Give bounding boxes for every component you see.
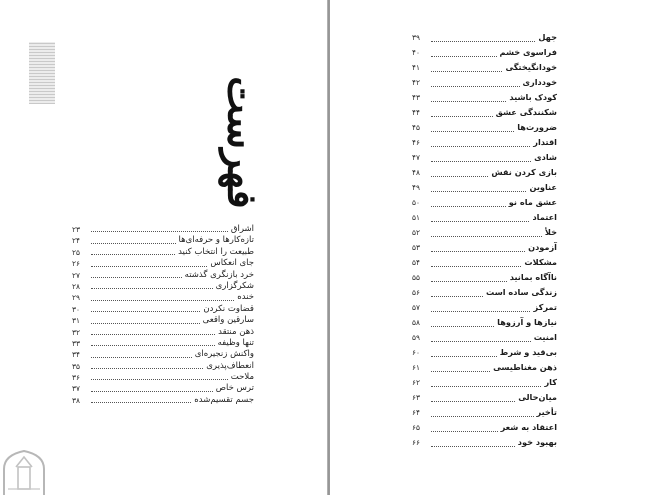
toc-entry	[412, 135, 557, 150]
toc-entry-page: ۲۴	[72, 236, 80, 246]
toc-entry-title: شکرگزاری	[215, 280, 254, 291]
toc-entry-title: بازی کردن نقش	[491, 167, 557, 177]
toc-entry-title: میان‌حالی	[518, 392, 557, 402]
toc-entry-page: ۴۲	[412, 78, 420, 87]
dot-leader	[91, 345, 215, 346]
toc-entry-page: ۶۳	[412, 393, 420, 402]
toc-entry-title: اعتقاد به شعر	[500, 422, 557, 432]
toc-entry-page: ۵۴	[412, 258, 420, 267]
toc-entry-page: ۶۲	[412, 378, 420, 387]
toc-entry	[72, 315, 254, 326]
toc-entry-title: بهبود خود	[517, 437, 557, 447]
toc-entry-page: ۲۶	[72, 259, 80, 269]
toc-entry	[412, 345, 557, 360]
toc-entry-title: عشق ماه نو	[508, 197, 557, 207]
toc-entry	[72, 338, 254, 349]
dot-leader	[431, 146, 530, 147]
dot-leader	[431, 341, 531, 342]
toc-entry-page: ۳۸	[72, 395, 80, 405]
toc-entry	[412, 105, 557, 120]
toc-entry-title: واکنش زنجیره‌ای	[194, 349, 254, 360]
toc-entry-title: طبیعت را انتخاب کنید	[178, 246, 254, 257]
toc-entry-page: ۵۶	[412, 288, 420, 297]
toc-entry-title: بی‌قید و شرط	[499, 347, 557, 357]
toc-entry-page: ۵۹	[412, 333, 420, 342]
toc-entry-page: ۳۴	[72, 350, 80, 360]
toc-entry-page: ۳۳	[72, 338, 80, 348]
toc-entry	[72, 327, 254, 338]
dot-leader	[431, 191, 526, 192]
toc-entry	[412, 45, 557, 60]
toc-entry-title: شادی	[534, 152, 557, 162]
toc-entry	[412, 180, 557, 195]
toc-entry-page: ۳۵	[72, 361, 80, 371]
toc-entry-page: ۴۹	[412, 183, 420, 192]
dot-leader	[431, 296, 483, 297]
toc-entry-title: کودک باشید	[509, 92, 557, 102]
toc-entry-title: فراسوی خشم	[499, 47, 557, 57]
toc-entry-title: انعطاف‌پذیری	[206, 360, 254, 371]
dot-leader	[431, 71, 502, 72]
toc-entry-title: قضاوت نکردن	[203, 303, 254, 314]
toc-entry-title: ضرورت‌ها	[517, 122, 557, 132]
toc-entry-title: اعتماد	[532, 212, 557, 222]
toc-entry-title: ملاحت	[230, 372, 254, 383]
dot-leader	[91, 391, 213, 392]
toc-entry	[412, 30, 557, 45]
toc-entry-page: ۶۵	[412, 423, 420, 432]
toc-entry-page: ۶۶	[412, 438, 420, 447]
dot-leader	[431, 116, 493, 117]
toc-entry	[412, 330, 557, 345]
toc-entry	[412, 240, 557, 255]
dot-leader	[431, 356, 497, 357]
toc-entry-page: ۵۳	[412, 243, 420, 252]
dot-leader	[91, 300, 234, 301]
toc-entry-page: ۶۴	[412, 408, 420, 417]
toc-entry-title: ناآگاه بمانید	[509, 272, 557, 282]
toc-entry-page: ۳۹	[412, 33, 420, 42]
toc-entry	[72, 270, 254, 281]
toc-entry-title: ذهن مغناطیسی	[493, 362, 557, 372]
toc-entry-page: ۴۶	[412, 138, 420, 147]
toc-entry-title: سارقین واقعی	[202, 315, 254, 326]
dot-leader	[431, 86, 520, 87]
dot-leader	[431, 371, 490, 372]
toc-entry	[412, 360, 557, 375]
dot-leader	[431, 236, 542, 237]
dot-leader	[431, 446, 515, 447]
dot-leader	[91, 243, 176, 244]
toc-entry	[412, 420, 557, 435]
dot-leader	[431, 266, 521, 267]
toc-entry	[412, 225, 557, 240]
toc-heading	[218, 74, 266, 210]
toc-entry-title: اشراق	[230, 223, 254, 234]
toc-heading-text: فهرست	[218, 75, 266, 209]
toc-entry-title: جای انعکاس	[210, 258, 254, 269]
toc-entry	[72, 372, 254, 383]
toc-entry-title: نیازها و آرزوها	[497, 317, 557, 327]
toc-entry-title: تمرکز	[533, 302, 557, 312]
toc-entry-page: ۴۵	[412, 123, 420, 132]
dot-leader	[431, 281, 507, 282]
toc-entry-page: ۵۸	[412, 318, 420, 327]
dot-leader	[431, 311, 530, 312]
dot-leader	[431, 41, 535, 42]
toc-entry	[412, 75, 557, 90]
toc-entry-page: ۵۱	[412, 213, 420, 222]
toc-entry-title: تازه‌کارها و حرفه‌ای‌ها	[178, 235, 254, 246]
toc-entry	[72, 235, 254, 246]
toc-entry	[412, 390, 557, 405]
toc-entry-page: ۵۵	[412, 273, 420, 282]
toc-entry-title: خودانگیختگی	[505, 62, 557, 72]
toc-entry-title: جهل	[538, 32, 557, 42]
toc-entry	[412, 195, 557, 210]
toc-entry-page: ۶۰	[412, 348, 420, 357]
scan-artifact-strip	[29, 42, 55, 104]
toc-entry	[412, 375, 557, 390]
toc-entry	[412, 315, 557, 330]
toc-entry-page: ۲۷	[72, 270, 80, 280]
dot-leader	[431, 416, 534, 417]
toc-entry-page: ۴۸	[412, 168, 420, 177]
toc-entry-title: خلأ	[544, 227, 557, 237]
toc-entry	[412, 210, 557, 225]
toc-entry-page: ۳۱	[72, 316, 80, 326]
dot-leader	[91, 379, 228, 380]
dot-leader	[431, 431, 498, 432]
toc-entry-title: زندگی ساده است	[486, 287, 557, 297]
toc-entry-title: اقتدار	[533, 137, 557, 147]
toc-entry-title: آزمودن	[528, 242, 557, 252]
toc-list-right	[412, 30, 557, 450]
dot-leader	[91, 311, 200, 312]
toc-entry	[72, 383, 254, 394]
toc-entry	[72, 224, 254, 235]
toc-entry-page: ۲۵	[72, 247, 80, 257]
toc-entry	[72, 247, 254, 258]
toc-entry	[72, 281, 254, 292]
toc-entry-title: مشکلات	[524, 257, 557, 267]
toc-entry-page: ۵۷	[412, 303, 420, 312]
dot-leader	[431, 326, 494, 327]
dot-leader	[91, 357, 192, 358]
toc-entry	[412, 150, 557, 165]
toc-entry-title: خنده	[237, 292, 254, 303]
toc-entry-title: ترس خاص	[215, 383, 254, 394]
toc-entry	[412, 285, 557, 300]
toc-entry-page: ۵۲	[412, 228, 420, 237]
toc-entry	[412, 60, 557, 75]
toc-entry-page: ۲۹	[72, 293, 80, 303]
dot-leader	[91, 323, 200, 324]
toc-entry-title: شکنندگی عشق	[495, 107, 557, 117]
library-stamp-logo	[0, 443, 48, 495]
toc-entry-title: تنها وظیفه	[217, 337, 254, 348]
dot-leader	[431, 251, 525, 252]
toc-entry-page: ۴۴	[412, 108, 420, 117]
toc-entry-title: امنیت	[533, 332, 557, 342]
toc-entry-page: ۴۰	[412, 48, 420, 57]
toc-entry-page: ۶۱	[412, 363, 420, 372]
toc-entry-title: تأخیر	[536, 407, 557, 417]
toc-entry	[412, 255, 557, 270]
dot-leader	[431, 101, 506, 102]
toc-entry-page: ۴۷	[412, 153, 420, 162]
dot-leader	[431, 56, 497, 57]
dot-leader	[91, 266, 207, 267]
dot-leader	[431, 221, 529, 222]
dot-leader	[431, 401, 515, 402]
dot-leader	[431, 386, 541, 387]
toc-entry-title: خودداری	[522, 77, 557, 87]
toc-entry-page: ۳۰	[72, 304, 80, 314]
toc-entry-page: ۳۷	[72, 384, 80, 394]
toc-list-left	[72, 224, 254, 406]
dot-leader	[91, 334, 215, 335]
toc-entry-title: خرد بازنگری گذشته	[184, 269, 254, 280]
toc-entry-page: ۲۳	[72, 224, 80, 234]
toc-entry-page: ۴۳	[412, 93, 420, 102]
dot-leader	[91, 368, 203, 369]
toc-entry-title: جسم تقسیم‌شده	[194, 394, 254, 405]
toc-entry	[412, 270, 557, 285]
toc-entry-page: ۵۰	[412, 198, 420, 207]
toc-entry	[72, 292, 254, 303]
left-page	[0, 0, 328, 495]
toc-entry-title: ذهن منتقد	[218, 326, 254, 337]
dot-leader	[431, 131, 514, 132]
dot-leader	[91, 288, 213, 289]
toc-entry-page: ۲۸	[72, 281, 80, 291]
toc-entry	[72, 304, 254, 315]
dot-leader	[431, 176, 488, 177]
toc-entry	[72, 349, 254, 360]
toc-entry-title: عناوین	[529, 182, 557, 192]
toc-entry	[412, 405, 557, 420]
toc-entry	[72, 395, 254, 406]
toc-entry-page: ۳۶	[72, 373, 80, 383]
dot-leader	[91, 402, 191, 403]
dot-leader	[431, 161, 531, 162]
toc-entry-page: ۳۲	[72, 327, 80, 337]
dot-leader	[91, 277, 182, 278]
toc-entry-page: ۴۱	[412, 63, 420, 72]
toc-entry	[412, 435, 557, 450]
toc-entry	[72, 258, 254, 269]
toc-entry	[72, 361, 254, 372]
toc-entry	[412, 300, 557, 315]
toc-entry	[412, 90, 557, 105]
toc-entry	[412, 120, 557, 135]
dot-leader	[91, 231, 228, 232]
dot-leader	[91, 254, 175, 255]
toc-entry-title: کار	[544, 377, 557, 387]
toc-entry	[412, 165, 557, 180]
dot-leader	[431, 206, 506, 207]
